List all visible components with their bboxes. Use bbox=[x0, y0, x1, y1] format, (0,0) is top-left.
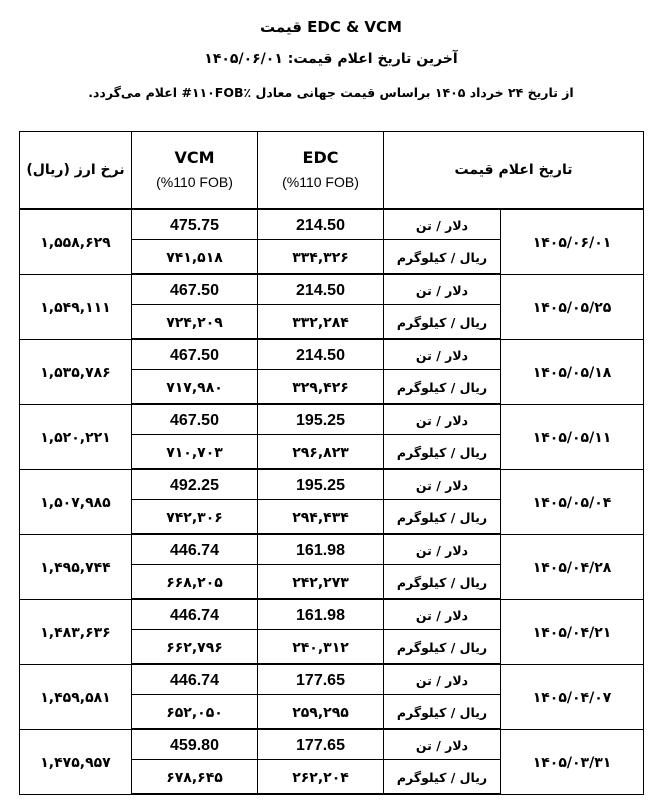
exchange-rate: ۱,۵۲۰,۲۲۱ bbox=[40, 430, 111, 446]
edc-rial-price: ۲۹۴,۴۳۴ bbox=[292, 510, 349, 526]
edc-rial-price: ۲۹۶,۸۲۳ bbox=[292, 445, 349, 461]
last-announcement-date: آخرین تاریخ اعلام قیمت: ۱۴۰۵/۰۶/۰۱ bbox=[204, 51, 458, 67]
header-date: تاریخ اعلام قیمت bbox=[384, 132, 644, 210]
unit-rial-kg: ریال / کیلوگرم bbox=[396, 380, 488, 395]
edc-rial-price: ۲۴۰,۳۱۲ bbox=[292, 640, 349, 656]
vcm-rial-price: ۷۴۱,۵۱۸ bbox=[166, 250, 223, 266]
announcement-date: ۱۴۰۵/۰۵/۱۸ bbox=[532, 365, 612, 381]
announcement-date: ۱۴۰۵/۰۴/۲۱ bbox=[532, 625, 612, 641]
header-edc-label: EDC bbox=[302, 148, 339, 167]
unit-usd-ton: دلار / تن bbox=[415, 348, 469, 363]
vcm-usd-price: 475.75 bbox=[170, 216, 219, 234]
unit-usd-ton: دلار / تن bbox=[415, 283, 469, 298]
table-row bbox=[20, 599, 644, 630]
unit-usd-ton: دلار / تن bbox=[415, 673, 469, 688]
unit-usd-ton: دلار / تن bbox=[415, 478, 469, 493]
vcm-usd-price: 446.74 bbox=[170, 671, 219, 689]
header-rate: نرخ ارز (ریال) bbox=[20, 132, 132, 210]
vcm-rial-price: ۷۱۷,۹۸۰ bbox=[166, 380, 223, 396]
exchange-rate: ۱,۵۴۹,۱۱۱ bbox=[40, 300, 111, 316]
vcm-usd-price: 492.25 bbox=[170, 476, 219, 494]
announcement-date: ۱۴۰۵/۰۵/۲۵ bbox=[532, 300, 612, 316]
exchange-rate: ۱,۴۸۳,۶۳۶ bbox=[40, 625, 111, 641]
unit-rial-kg: ریال / کیلوگرم bbox=[396, 250, 488, 265]
edc-usd-price: 161.98 bbox=[296, 541, 345, 559]
unit-rial-kg: ریال / کیلوگرم bbox=[396, 575, 488, 590]
vcm-usd-price: 446.74 bbox=[170, 606, 219, 624]
edc-usd-price: 177.65 bbox=[296, 736, 345, 754]
table-row bbox=[20, 469, 644, 500]
header-vcm-label: VCM bbox=[174, 148, 215, 167]
header-vcm bbox=[132, 132, 258, 210]
price-table bbox=[19, 131, 644, 795]
table-row bbox=[20, 209, 644, 240]
announcement-date: ۱۴۰۵/۰۵/۱۱ bbox=[532, 430, 612, 446]
vcm-usd-price: 467.50 bbox=[170, 411, 219, 429]
unit-rial-kg: ریال / کیلوگرم bbox=[396, 640, 488, 655]
edc-rial-price: ۲۴۲,۲۷۳ bbox=[292, 575, 349, 591]
edc-rial-price: ۳۳۲,۲۸۴ bbox=[292, 315, 349, 331]
exchange-rate: ۱,۴۹۵,۷۴۴ bbox=[40, 560, 111, 576]
header-edc-sub: (%110 FOB) bbox=[282, 174, 359, 190]
unit-rial-kg: ریال / کیلوگرم bbox=[396, 705, 488, 720]
table-row bbox=[20, 404, 644, 435]
edc-usd-price: 214.50 bbox=[296, 216, 345, 234]
edc-usd-price: 177.65 bbox=[296, 671, 345, 689]
edc-rial-price: ۲۵۹,۲۹۵ bbox=[292, 705, 349, 721]
unit-rial-kg: ریال / کیلوگرم bbox=[396, 510, 488, 525]
vcm-rial-price: ۷۴۲,۳۰۶ bbox=[166, 510, 223, 526]
edc-usd-price: 214.50 bbox=[296, 346, 345, 364]
vcm-usd-price: 459.80 bbox=[170, 736, 219, 754]
vcm-usd-price: 467.50 bbox=[170, 281, 219, 299]
unit-usd-ton: دلار / تن bbox=[415, 738, 469, 753]
announcement-date: ۱۴۰۵/۰۶/۰۱ bbox=[532, 235, 612, 252]
exchange-rate: ۱,۵۳۵,۷۸۶ bbox=[40, 365, 111, 381]
vcm-usd-price: 467.50 bbox=[170, 346, 219, 364]
exchange-rate: ۱,۴۵۹,۵۸۱ bbox=[40, 690, 111, 706]
edc-usd-price: 195.25 bbox=[296, 411, 345, 429]
unit-usd-ton: دلار / تن bbox=[415, 608, 469, 623]
table-row bbox=[20, 534, 644, 565]
edc-rial-price: ۲۶۲,۲۰۴ bbox=[292, 770, 349, 786]
unit-usd-ton: دلار / تن bbox=[415, 413, 469, 428]
vcm-rial-price: ۶۶۸,۲۰۵ bbox=[166, 575, 223, 591]
header-edc bbox=[258, 132, 384, 210]
unit-usd-ton: دلار / تن bbox=[415, 543, 469, 558]
announcement-date: ۱۴۰۵/۰۵/۰۴ bbox=[532, 495, 612, 511]
exchange-rate: ۱,۴۷۵,۹۵۷ bbox=[40, 755, 111, 771]
header-vcm-sub: (%110 FOB) bbox=[156, 174, 233, 190]
vcm-rial-price: ۶۶۲,۷۹۶ bbox=[166, 640, 223, 656]
announcement-date: ۱۴۰۵/۰۳/۳۱ bbox=[532, 755, 612, 771]
edc-rial-price: ۳۳۴,۳۲۶ bbox=[292, 250, 349, 266]
edc-usd-price: 195.25 bbox=[296, 476, 345, 494]
vcm-rial-price: ۶۵۲,۰۵۰ bbox=[166, 705, 223, 721]
table-row bbox=[20, 729, 644, 760]
table-row bbox=[20, 664, 644, 695]
unit-usd-ton: دلار / تن bbox=[415, 218, 469, 233]
table-row bbox=[20, 339, 644, 370]
announcement-date: ۱۴۰۵/۰۴/۰۷ bbox=[532, 690, 612, 706]
pricing-note: از تاریخ ۲۴ خرداد ۱۴۰۵ براساس قیمت جهانی معادل ٪۱۱۰FOB# اعلام می‌گردد. bbox=[88, 85, 574, 100]
table-header-row bbox=[20, 132, 644, 210]
exchange-rate: ۱,۵۵۸,۶۲۹ bbox=[40, 235, 111, 252]
vcm-usd-price: 446.74 bbox=[170, 541, 219, 559]
page-title: قیمت EDC & VCM bbox=[260, 18, 402, 36]
unit-rial-kg: ریال / کیلوگرم bbox=[396, 770, 488, 785]
vcm-rial-price: ۷۱۰,۷۰۳ bbox=[166, 445, 223, 461]
unit-rial-kg: ریال / کیلوگرم bbox=[396, 445, 488, 460]
table-row bbox=[20, 274, 644, 305]
vcm-rial-price: ۶۷۸,۶۴۵ bbox=[166, 770, 223, 786]
unit-rial-kg: ریال / کیلوگرم bbox=[396, 315, 488, 330]
exchange-rate: ۱,۵۰۷,۹۸۵ bbox=[40, 495, 111, 511]
vcm-rial-price: ۷۲۴,۲۰۹ bbox=[166, 315, 223, 331]
edc-rial-price: ۳۲۹,۴۲۶ bbox=[292, 380, 349, 396]
edc-usd-price: 161.98 bbox=[296, 606, 345, 624]
edc-usd-price: 214.50 bbox=[296, 281, 345, 299]
announcement-date: ۱۴۰۵/۰۴/۲۸ bbox=[532, 560, 612, 576]
